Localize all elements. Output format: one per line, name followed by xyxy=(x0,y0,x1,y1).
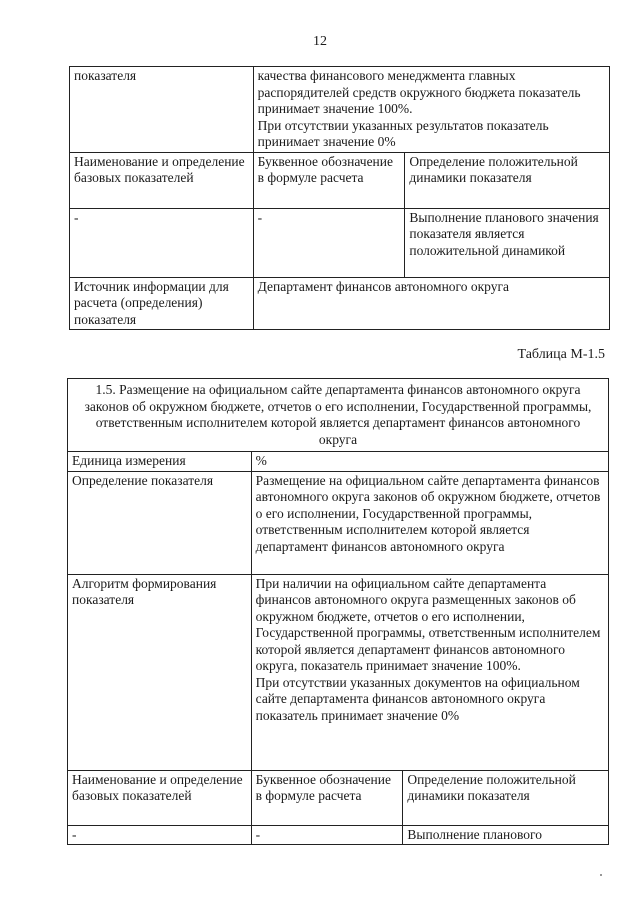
table-cell-value: Определение положительной динамики показателя xyxy=(403,770,609,825)
scan-speck xyxy=(600,874,602,876)
table-cell-value: качества финансового менеджмента главных распорядителей средств окружного бюджета показатель принимает значение 100%. При отсутствии указанных результатов показатель принимает значение 0% xyxy=(253,67,609,153)
table-caption: Таблица М-1.5 xyxy=(517,347,605,362)
table-cell-label: Наименование и определение базовых показателей xyxy=(68,770,252,825)
table-cell-value: % xyxy=(251,452,608,472)
table-cell-value: При наличии на официальном сайте департамента финансов автономного округа размещенных законов об окружном бюджете, отчетов о его исполнении, Государственной программы, ответственным исполнителем которой является департамент финансов автономного округа, показатель принимает значение 100%. При отсутствии указанных документов на официальном сайте департамента финансов автономного округа показатель принимает значение 0% xyxy=(251,574,608,770)
table-header: 1.5. Размещение на официальном сайте департамента финансов автономного округа законов об окружном бюджете, отчетов о его исполнении, Государственной программы, ответственным исполнителем которой является департамент финансов автономного округа xyxy=(68,379,609,452)
page-number: 12 xyxy=(313,34,327,49)
table-cell-label: Определение показателя xyxy=(68,471,252,574)
table-cell-label: - xyxy=(68,825,252,845)
table-row xyxy=(70,277,610,330)
table-cell-value: Размещение на официальном сайте департамента финансов автономного округа законов об окружном бюджете, отчетов о его исполнении, Государственной программы, ответственным исполнителем которой является департамент финансов автономного округа xyxy=(251,471,608,574)
table-cell-label: Наименование и определение базовых показателей xyxy=(70,152,254,208)
table-row xyxy=(68,574,609,770)
table-cell-label: Источник информации для расчета (определения) показателя xyxy=(70,277,254,330)
table-cell-value: - xyxy=(251,825,403,845)
table-cell-label: - xyxy=(70,208,254,277)
table-cell-value: Выполнение планового значения показателя является положительной динамикой xyxy=(405,208,610,277)
table-cell-value: Буквенное обозначение в формуле расчета xyxy=(251,770,403,825)
indicator-table-m-1-5 xyxy=(67,378,609,845)
table-row xyxy=(70,208,610,277)
table-cell-value: Выполнение планового xyxy=(403,825,609,845)
table-cell-label: показателя xyxy=(70,67,254,153)
table-cell-value: Буквенное обозначение в формуле расчета xyxy=(253,152,405,208)
table-cell-value: Департамент финансов автономного округа xyxy=(253,277,609,330)
table-header-row xyxy=(68,379,609,452)
table-row xyxy=(68,770,609,825)
table-cell-label: Единица измерения xyxy=(68,452,252,472)
table-row xyxy=(68,452,609,472)
table-cell-value: Определение положительной динамики показателя xyxy=(405,152,610,208)
table-row xyxy=(70,67,610,153)
table-row xyxy=(68,825,609,845)
table-row xyxy=(68,471,609,574)
table-row xyxy=(70,152,610,208)
table-cell-label: Алгоритм формирования показателя xyxy=(68,574,252,770)
table-cell-value: - xyxy=(253,208,405,277)
indicator-table-continued xyxy=(69,66,610,330)
